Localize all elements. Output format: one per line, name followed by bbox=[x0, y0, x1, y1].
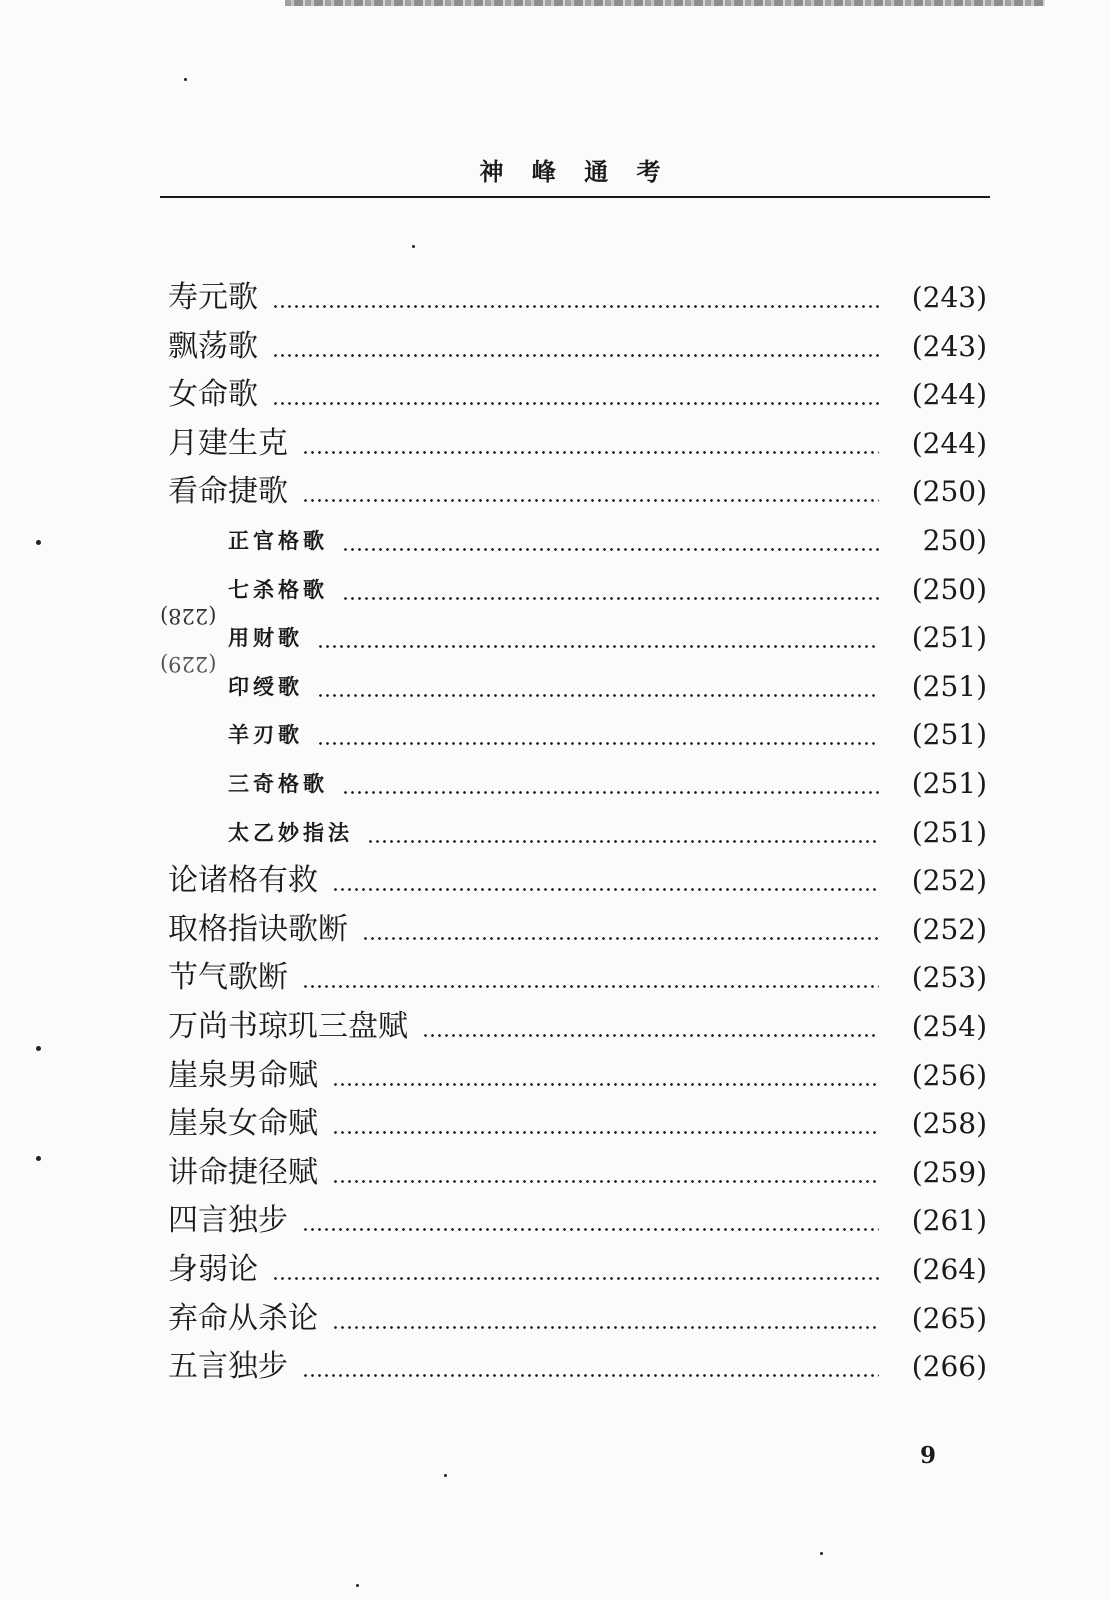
toc-entry-title: 用财歌 bbox=[228, 625, 303, 651]
toc-entry bbox=[0, 278, 1109, 318]
toc-dot-leader bbox=[272, 402, 879, 405]
scan-edge-bar bbox=[285, 0, 1045, 6]
toc-dot-leader bbox=[302, 451, 879, 454]
toc-dot-leader bbox=[302, 1374, 879, 1377]
running-header-title: 神 峰 通 考 bbox=[479, 157, 671, 186]
toc-entry bbox=[0, 1153, 1109, 1193]
toc-dot-leader bbox=[302, 499, 879, 502]
toc-entry-title: 三奇格歌 bbox=[228, 771, 328, 796]
toc-entry-title: 羊刃歌 bbox=[228, 722, 303, 748]
toc-entry-page: (243) bbox=[911, 281, 987, 314]
toc-entry-page: (251) bbox=[911, 621, 987, 655]
toc-entry bbox=[0, 1299, 1109, 1339]
toc-entry bbox=[0, 1104, 1109, 1144]
toc-entry-page: (251) bbox=[911, 767, 987, 800]
toc-dot-leader bbox=[342, 597, 879, 600]
toc-entry-page: (251) bbox=[911, 669, 987, 703]
toc-entry bbox=[0, 1250, 1109, 1290]
toc-dot-leader bbox=[332, 888, 879, 891]
toc-entry-page: (256) bbox=[911, 1058, 987, 1092]
toc-entry bbox=[0, 813, 1109, 853]
toc-entry-page: (250) bbox=[911, 572, 987, 606]
toc-entry-title: 节气歌断 bbox=[168, 960, 288, 996]
toc-entry bbox=[0, 764, 1109, 804]
toc-dot-leader bbox=[317, 645, 879, 648]
scan-speck bbox=[444, 1474, 447, 1477]
scan-speck bbox=[412, 245, 415, 248]
toc-entry-page: (261) bbox=[911, 1204, 987, 1238]
toc-dot-leader bbox=[332, 1083, 879, 1086]
header-rule bbox=[160, 196, 990, 198]
toc-entry-page: (253) bbox=[911, 961, 987, 995]
toc-entry bbox=[0, 861, 1109, 901]
scan-speck bbox=[184, 78, 187, 81]
toc-entry-page: (266) bbox=[911, 1350, 987, 1384]
page-number: 9 bbox=[920, 1442, 937, 1469]
toc-entry-page: (252) bbox=[911, 864, 987, 898]
toc-entry-page: (265) bbox=[911, 1301, 987, 1335]
toc-dot-leader bbox=[367, 840, 879, 843]
toc-dot-leader bbox=[272, 305, 879, 308]
toc-entry-title: 万尚书琼玑三盘赋 bbox=[168, 1009, 408, 1044]
toc-entry-page: (252) bbox=[911, 912, 987, 946]
toc-dot-leader bbox=[317, 694, 879, 697]
toc-dot-leader bbox=[342, 548, 879, 551]
toc-entry-page: (259) bbox=[911, 1155, 987, 1189]
toc-dot-leader bbox=[302, 1228, 879, 1231]
toc-entry bbox=[0, 715, 1109, 755]
toc-entry-title: 弃命从杀论 bbox=[168, 1300, 318, 1336]
scan-speck bbox=[356, 1584, 359, 1587]
toc-entry-title: 七杀格歌 bbox=[228, 576, 328, 602]
toc-entry-page: (244) bbox=[911, 426, 987, 460]
toc-entry-page: (258) bbox=[911, 1107, 987, 1141]
scan-speck bbox=[820, 1552, 823, 1555]
toc-entry bbox=[0, 1201, 1109, 1241]
toc-entry-title: 月建生克 bbox=[168, 425, 288, 461]
toc-dot-leader bbox=[332, 1180, 879, 1183]
toc-entry-page: (251) bbox=[911, 815, 987, 849]
toc-entry bbox=[0, 1347, 1109, 1387]
toc-entry-title: 论诸格有救 bbox=[168, 863, 318, 899]
scan-speck bbox=[36, 540, 41, 545]
toc-dot-leader bbox=[342, 791, 879, 794]
toc-dot-leader bbox=[272, 354, 879, 357]
toc-entry bbox=[0, 472, 1109, 512]
toc-entry bbox=[0, 910, 1109, 950]
toc-dot-leader bbox=[332, 1131, 879, 1134]
scan-speck bbox=[36, 1156, 41, 1161]
toc-entry-page: (244) bbox=[911, 378, 987, 412]
toc-entry-page: (254) bbox=[911, 1010, 987, 1043]
toc-entry bbox=[0, 1056, 1109, 1096]
toc-dot-leader bbox=[362, 937, 879, 940]
toc-entry-title: 印绶歌 bbox=[228, 673, 303, 699]
toc-dot-leader bbox=[317, 742, 879, 745]
toc-dot-leader bbox=[332, 1326, 879, 1329]
toc-entry bbox=[0, 1007, 1109, 1047]
toc-entry-title: 五言独步 bbox=[168, 1349, 288, 1385]
toc-entry-page: (243) bbox=[911, 329, 987, 363]
toc-entry bbox=[0, 327, 1109, 367]
toc-entry-title: 女命歌 bbox=[168, 377, 258, 413]
toc-entry-title: 飘荡歌 bbox=[168, 328, 258, 364]
toc-entry-page: (250) bbox=[911, 475, 987, 509]
toc-entry bbox=[0, 424, 1109, 464]
toc-entry-title: 讲命捷径赋 bbox=[168, 1154, 318, 1190]
toc-entry bbox=[0, 375, 1109, 415]
toc-dot-leader bbox=[272, 1277, 879, 1280]
toc-entry-title: 看命捷歌 bbox=[168, 474, 288, 510]
margin-note-upside-down: (228) bbox=[160, 604, 217, 628]
toc-entry-page: (264) bbox=[911, 1253, 987, 1286]
toc-entry-title: 崖泉男命赋 bbox=[168, 1057, 318, 1093]
toc-entry-page: 250) bbox=[922, 524, 987, 557]
toc-entry-title: 崖泉女命赋 bbox=[168, 1106, 318, 1142]
toc-entry-title: 寿元歌 bbox=[168, 280, 258, 315]
toc-dot-leader bbox=[302, 985, 879, 988]
toc-entry bbox=[0, 521, 1109, 561]
toc-entry-title: 四言独步 bbox=[168, 1203, 288, 1239]
toc-dot-leader bbox=[422, 1034, 879, 1037]
toc-entry-page: (251) bbox=[911, 718, 987, 752]
toc-entry-title: 身弱论 bbox=[168, 1252, 258, 1287]
scan-speck bbox=[36, 1046, 41, 1051]
toc-entry-title: 太乙妙指法 bbox=[228, 819, 353, 845]
margin-note-upside-down: (229) bbox=[160, 652, 217, 676]
toc-entry bbox=[0, 958, 1109, 998]
toc-entry-title: 取格指诀歌断 bbox=[168, 911, 348, 947]
toc-entry-title: 正官格歌 bbox=[228, 528, 328, 553]
